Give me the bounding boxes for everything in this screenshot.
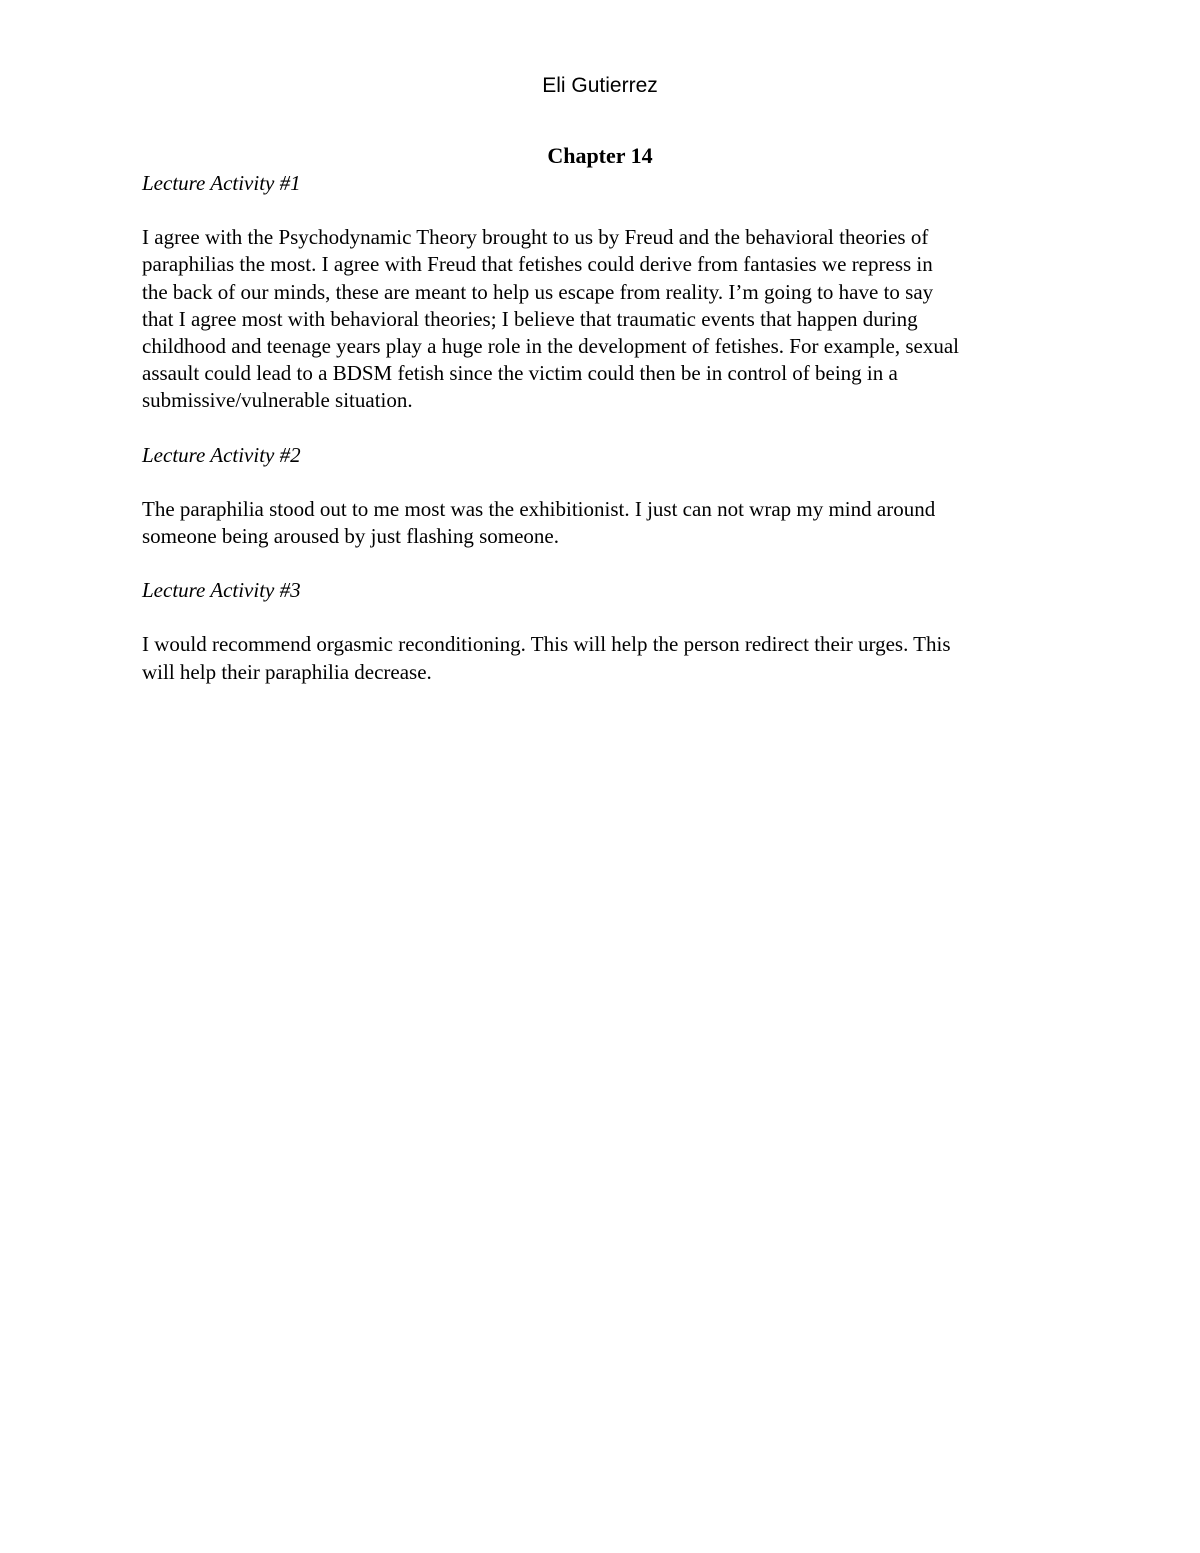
section-paragraph [142, 496, 1072, 550]
chapter-title: Chapter 14 [547, 143, 653, 168]
paragraph-line: that I agree most with behavioral theories; I believe that traumatic events that happen during [142, 306, 918, 331]
paragraph-line: I would recommend orgasmic reconditioning. This will help the person redirect their urges. This [142, 632, 951, 657]
section-heading: Lecture Activity #3 [142, 578, 301, 603]
paragraph-line: will help their paraphilia decrease. [142, 659, 432, 684]
paragraph-line: assault could lead to a BDSM fetish since the victim could then be in control of being in a [142, 361, 898, 386]
paragraph-line: someone being aroused by just flashing someone. [142, 524, 560, 549]
section-heading: Lecture Activity #2 [142, 442, 301, 467]
paragraph-line: childhood and teenage years play a huge role in the development of fetishes. For example, sexual [142, 334, 959, 359]
author-name: Eli Gutierrez [542, 74, 658, 97]
paragraph-line: I agree with the Psychodynamic Theory brought to us by Freud and the behavioral theories of [142, 225, 929, 250]
paragraph-line: submissive/vulnerable situation. [142, 388, 413, 413]
section-heading: Lecture Activity #1 [142, 171, 301, 195]
paragraph-line: paraphilias the most. I agree with Freud that fetishes could derive from fantasies we repress in [142, 252, 933, 277]
section-paragraph [142, 224, 1072, 414]
paragraph-line: the back of our minds, these are meant to help us escape from reality. I’m going to have to say [142, 279, 934, 304]
paragraph-line: The paraphilia stood out to me most was the exhibitionist. I just can not wrap my mind around [142, 496, 936, 521]
document-body [142, 170, 1072, 713]
section-paragraph [142, 631, 1072, 685]
